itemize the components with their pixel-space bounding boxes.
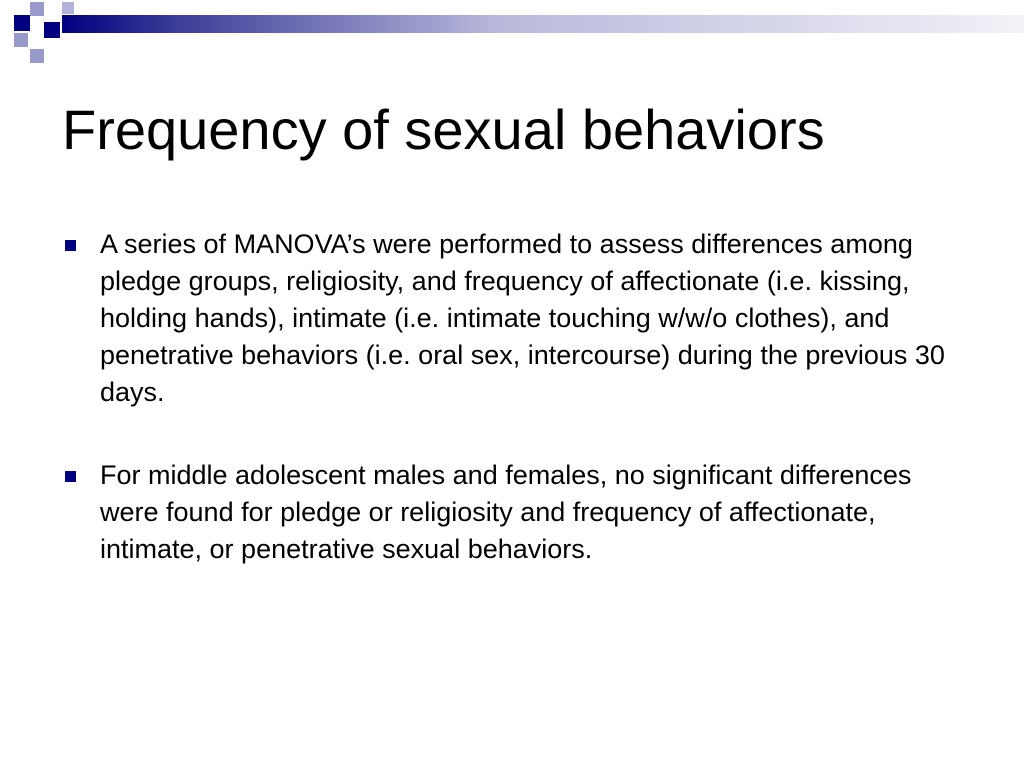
bullet-item	[62, 457, 962, 568]
header-square-light-2	[14, 33, 28, 47]
header-gradient-band	[62, 15, 1024, 33]
header-square-light-3	[62, 2, 74, 14]
bullet-item	[62, 226, 962, 411]
header-decoration	[0, 0, 1024, 70]
slide-title: Frequency of sexual behaviors	[62, 98, 825, 161]
header-square-navy-2	[44, 22, 60, 38]
bullet-text: For middle adolescent males and females, no significant differences were found for pledge or religiosity and frequency of affectionate, intimate, or penetrative sexual behaviors.	[100, 460, 912, 564]
header-square-light-1	[30, 2, 44, 16]
header-square-light-4	[30, 49, 44, 63]
square-bullet-icon	[65, 240, 76, 251]
header-square-navy-1	[14, 15, 30, 31]
square-bullet-icon	[65, 471, 76, 482]
bullet-list	[62, 226, 962, 614]
bullet-text: A series of MANOVA’s were performed to assess differences among pledge groups, religiosity, and frequency of affectionate (i.e. kissing, holding hands), intimate (i.e. intimate touching w/w/o clothes), and penetrative behaviors (i.e. oral sex, intercourse) during the previous 30 days.	[100, 229, 945, 407]
